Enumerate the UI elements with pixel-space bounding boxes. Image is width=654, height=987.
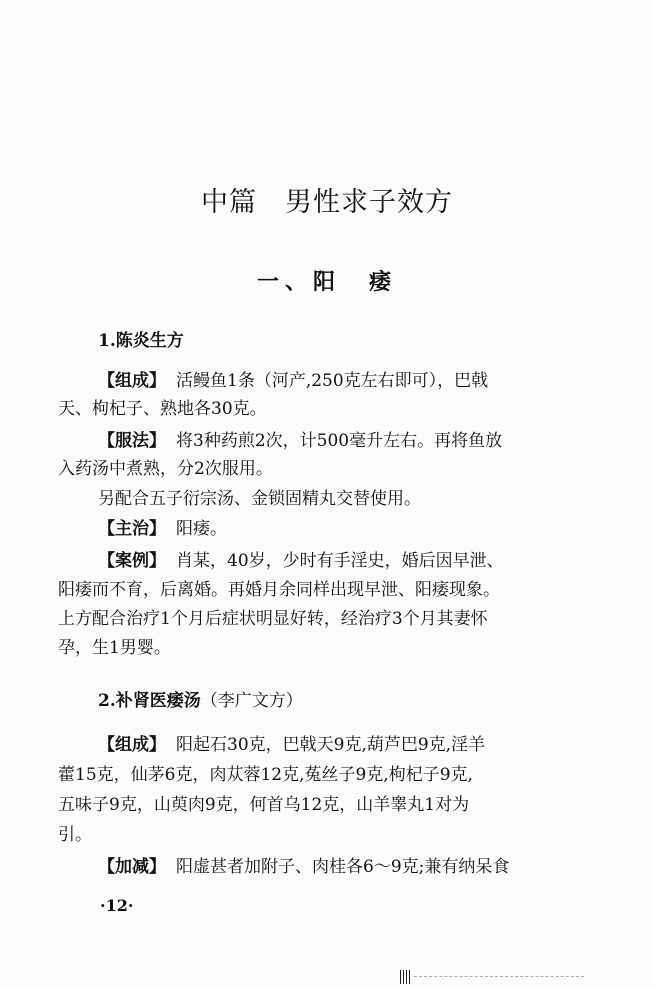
scan-mark bbox=[400, 970, 412, 984]
usage-tag: 【服法】 bbox=[98, 431, 166, 451]
recipe-1-composition-line-2: 天、枸杞子、熟地各30克。 bbox=[58, 399, 267, 419]
recipe-1-case-line-4: 孕，生1男婴。 bbox=[58, 638, 171, 658]
composition-text: 阳起石30克，巴戟天9克,葫芦巴9克,淫羊 bbox=[176, 735, 486, 755]
case-tag: 【案例】 bbox=[98, 551, 166, 571]
recipe-2-title: 2.补肾医痿汤 bbox=[98, 691, 201, 711]
recipe-1-note: 另配合五子衍宗汤、金锁固精丸交替使用。 bbox=[98, 489, 421, 509]
indication-tag: 【主治】 bbox=[98, 519, 166, 539]
indication-text: 阳痿。 bbox=[176, 519, 227, 539]
recipe-1-case-line-1 bbox=[98, 548, 598, 574]
recipe-2-composition-line-1 bbox=[98, 732, 598, 758]
composition-tag: 【组成】 bbox=[98, 371, 166, 391]
section-title: 一、阳 痿 bbox=[256, 269, 397, 295]
recipe-2-author: （李广文方） bbox=[200, 691, 303, 711]
recipe-1-case-line-2: 阳痿而不育，后离婚。再婚月余同样出现早泄、阳痿现象。 bbox=[58, 580, 500, 600]
recipe-1-usage-line-2: 入药汤中煮熟，分2次服用。 bbox=[58, 459, 273, 479]
page-number: ·12· bbox=[100, 896, 134, 915]
composition-text: 活鳗鱼1条（河产,250克左右即可），巴戟 bbox=[176, 371, 489, 391]
scan-rule bbox=[414, 976, 584, 977]
recipe-2-heading bbox=[98, 688, 598, 714]
recipe-1-case-line-3: 上方配合治疗1个月后症状明显好转，经治疗3个月其妻怀 bbox=[58, 609, 488, 629]
modification-tag: 【加减】 bbox=[98, 857, 166, 877]
recipe-1-title: 1.陈炎生方 bbox=[98, 331, 184, 351]
case-text: 肖某，40岁，少时有手淫史，婚后因早泄、 bbox=[176, 551, 504, 571]
composition-tag: 【组成】 bbox=[98, 735, 166, 755]
modification-text: 阳虚甚者加附子、肉桂各6～9克;兼有纳呆食 bbox=[176, 857, 510, 877]
recipe-1-composition-line-1 bbox=[98, 368, 598, 394]
usage-text: 将3种药煎2次，计500毫升左右。再将鱼放 bbox=[176, 431, 503, 451]
recipe-2-composition-line-4: 引。 bbox=[58, 825, 92, 845]
recipe-1-heading bbox=[98, 328, 598, 354]
recipe-1-indication bbox=[98, 516, 598, 542]
chapter-title: 中篇 男性求子效方 bbox=[201, 187, 453, 218]
recipe-2-composition-line-3: 五味子9克，山萸肉9克，何首乌12克，山羊睾丸1对为 bbox=[58, 795, 470, 815]
recipe-1-usage-line-1 bbox=[98, 428, 598, 454]
recipe-2-composition-line-2: 藿15克，仙茅6克，肉苁蓉12克,菟丝子9克,枸杞子9克, bbox=[58, 765, 473, 785]
recipe-2-modification-line-1 bbox=[98, 854, 598, 880]
